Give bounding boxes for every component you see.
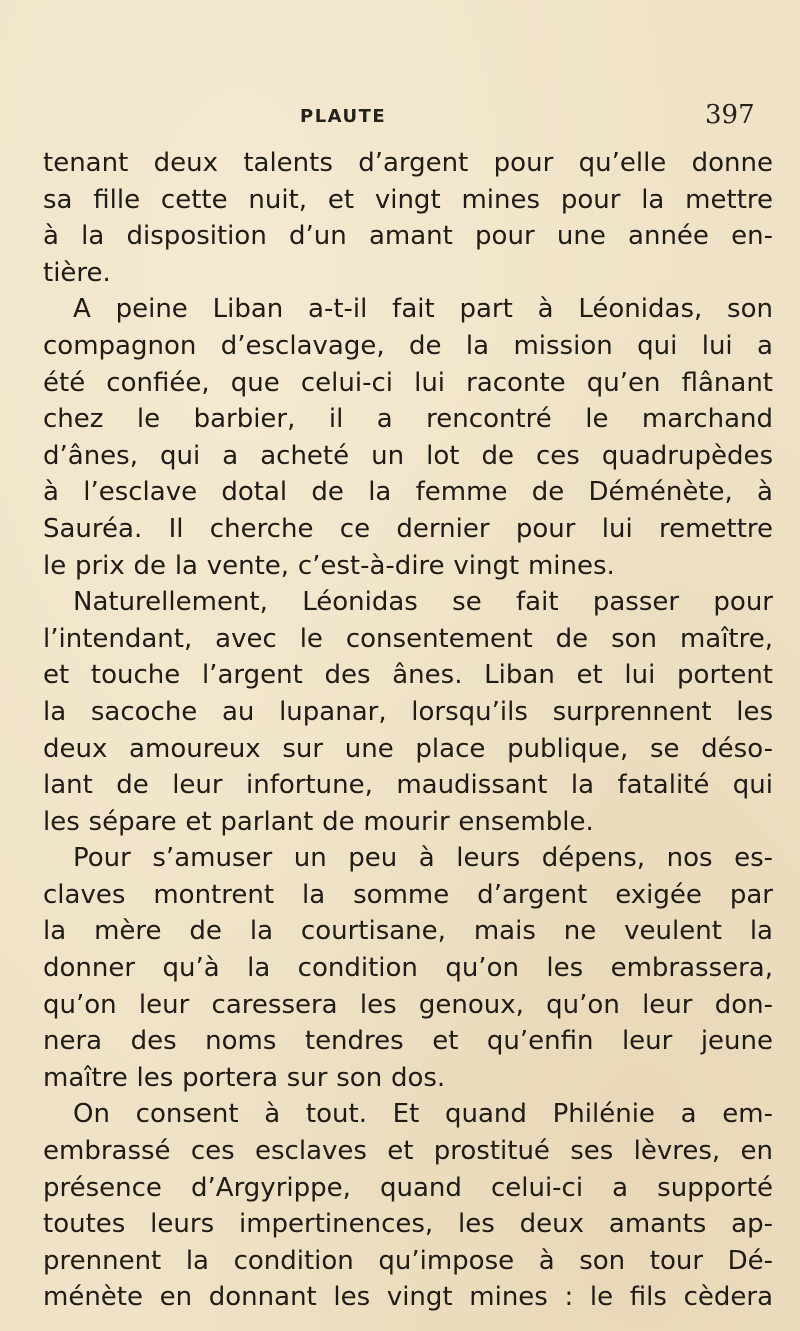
text-line: toutes leurs impertinences, les deux amants ap- (43, 1209, 773, 1240)
text-line: claves montrent la somme d’argent exigée par (43, 879, 773, 910)
text-line: l’intendant, avec le consentement de son maître, (43, 623, 773, 654)
text-line: les sépare et parlant de mourir ensemble. (43, 806, 594, 837)
text-line: Sauréa. Il cherche ce dernier pour lui remettre (43, 513, 773, 544)
text-line: A peine Liban a-t-il fait part à Léonidas, son (73, 294, 773, 325)
text-line: prennent la condition qu’impose à son tour Dé- (43, 1245, 773, 1276)
text-line: et touche l’argent des ânes. Liban et lui portent (43, 660, 773, 691)
text-line: la sacoche au lupanar, lorsqu’ils surprennent les (43, 696, 773, 727)
text-line: nera des noms tendres et qu’enfin leur jeune (43, 1026, 773, 1057)
text-line: embrassé ces esclaves et prostitué ses lèvres, en (43, 1136, 773, 1167)
text-line: Pour s’amuser un peu à leurs dépens, nos es- (73, 843, 773, 874)
text-line: d’ânes, qui a acheté un lot de ces quadrupèdes (43, 440, 773, 471)
text-line: deux amoureux sur une place publique, se déso- (43, 733, 773, 764)
text-line: Naturellement, Léonidas se fait passer pour (73, 587, 773, 618)
text-line: chez le barbier, il a rencontré le marchand (43, 404, 773, 435)
text-line: lant de leur infortune, maudissant la fatalité qui (43, 770, 773, 801)
text-line: tenant deux talents d’argent pour qu’elle donne (43, 148, 773, 178)
text-line: On consent à tout. Et quand Philénie a em- (73, 1099, 773, 1130)
text-line: été confiée, que celui-ci lui raconte qu’en flânant (43, 367, 773, 398)
text-line: la mère de la courtisane, mais ne veulent la (43, 916, 773, 947)
body-text (43, 145, 773, 1316)
text-line: sa fille cette nuit, et vingt mines pour la mettre (43, 184, 773, 215)
text-line: ménète en donnant les vingt mines : le fils cèdera (43, 1282, 773, 1313)
text-line: compagnon d’esclavage, de la mission qui lui a (43, 330, 773, 361)
text-line: donner qu’à la condition qu’on les embrassera, (43, 953, 773, 984)
text-line: présence d’Argyrippe, quand celui-ci a supporté (43, 1172, 773, 1203)
text-line: maître les portera sur son dos. (43, 1062, 446, 1093)
running-head (0, 100, 800, 130)
page-number: 397 (705, 100, 755, 130)
running-title: PLAUTE (300, 106, 387, 127)
text-line: à l’esclave dotal de la femme de Déménète, à (43, 477, 773, 508)
text-line: à la disposition d’un amant pour une année en- (43, 221, 773, 252)
text-line: le prix de la vente, c’est-à-dire vingt mines. (43, 550, 615, 581)
text-line: qu’on leur caressera les genoux, qu’on leur don- (43, 989, 773, 1020)
text-line: tière. (43, 257, 111, 288)
